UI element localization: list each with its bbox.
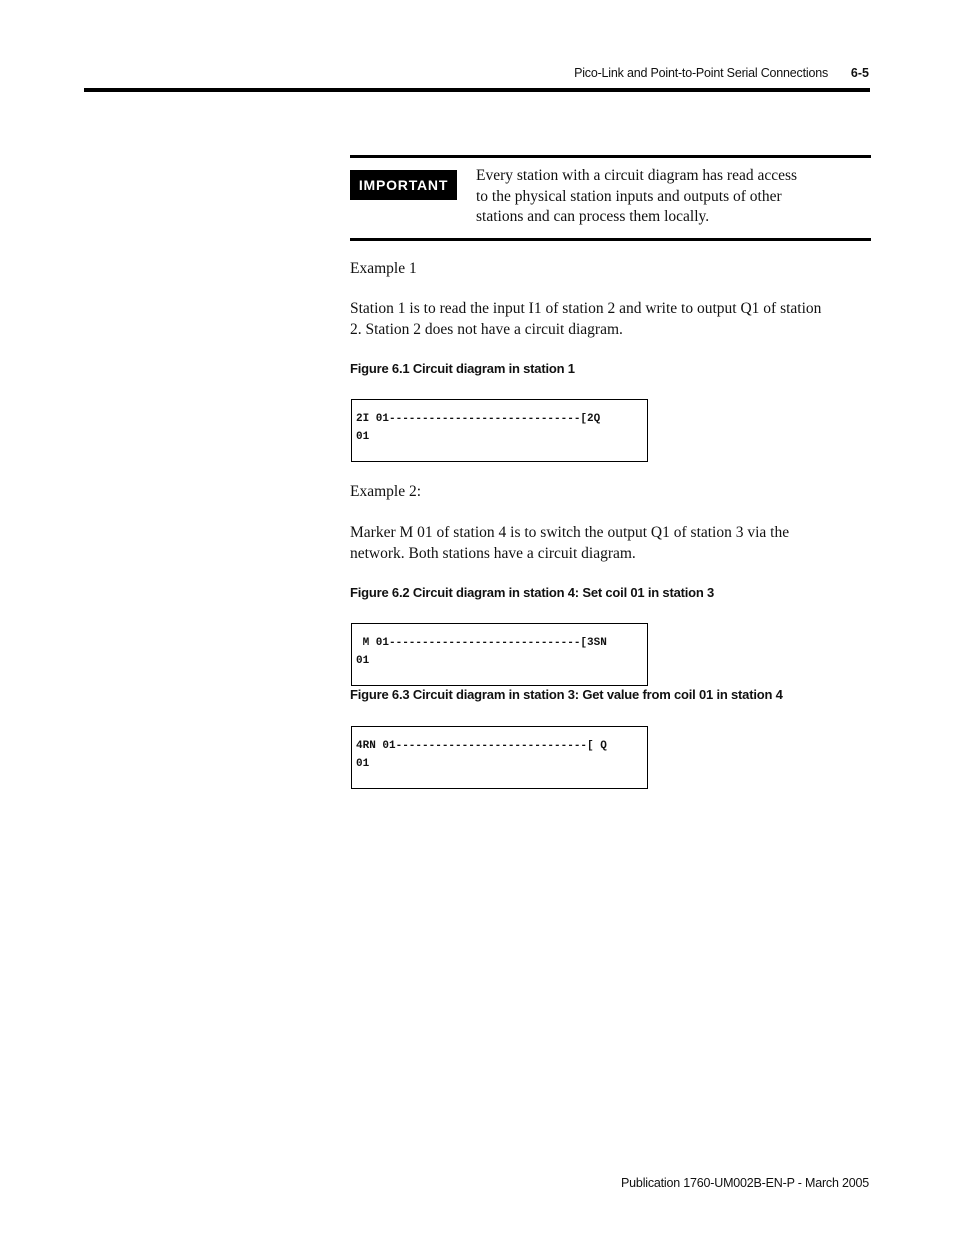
code-line: 01 [356,431,370,443]
important-callout [350,155,871,241]
paragraph-line: network. Both stations have a circuit diagram. [350,544,636,562]
example2-heading: Example 2: [350,483,422,500]
code-line: 01 [356,758,370,770]
figure3-code-box [351,726,648,789]
example1-paragraph [350,299,870,340]
code-line: 4RN 01-----------------------------[ Q [356,740,607,752]
paragraph-line: 2. Station 2 does not have a circuit diagram. [350,320,623,338]
paragraph-line: Marker M 01 of station 4 is to switch the output Q1 of station 3 via the [350,524,790,541]
code-line: 01 [356,655,370,667]
code-line: M 01-----------------------------[3SN [356,637,607,649]
example1-heading: Example 1 [350,260,417,277]
figure3-caption: Figure 6.3 Circuit diagram in station 3: Get value from coil 01 in station 4 [350,687,783,702]
important-label: IMPORTANT [350,170,457,200]
important-line: stations and can process them locally. [476,208,710,225]
figure2-code-box [351,623,648,686]
important-line: Every station with a circuit diagram has read access [476,167,798,184]
figure1-caption: Figure 6.1 Circuit diagram in station 1 [350,361,575,376]
figure2-caption: Figure 6.2 Circuit diagram in station 4: Set coil 01 in station 3 [350,585,715,600]
header-page-number: 6-5 [850,66,869,80]
important-text [476,166,856,228]
paragraph-line: Station 1 is to read the input I1 of station 2 and write to output Q1 of station [350,300,822,317]
header-section-title: Pico-Link and Point-to-Point Serial Connections [574,66,828,80]
code-line: 2I 01-----------------------------[2Q [356,413,601,425]
example2-paragraph [350,523,870,564]
footer-publication: Publication 1760-UM002B-EN-P - March 2005 [621,1176,869,1190]
header-rule [84,88,870,92]
important-line: to the physical station inputs and outputs of other [476,187,782,205]
figure1-code-box [351,399,648,462]
